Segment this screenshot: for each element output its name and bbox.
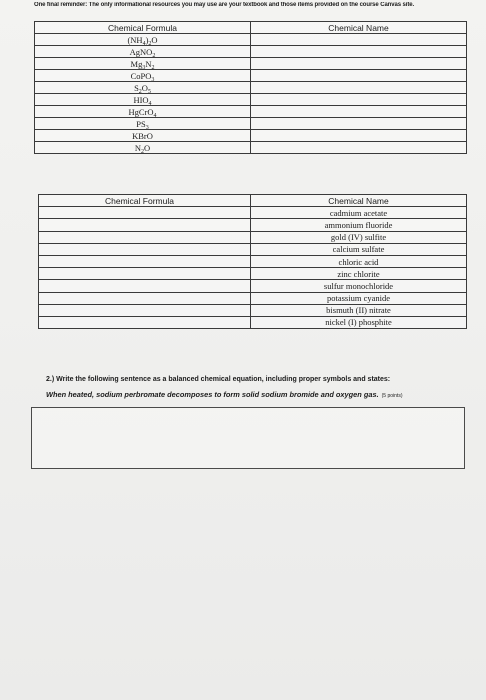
table-row: [35, 70, 467, 82]
formula-symbol: O: [144, 142, 151, 153]
formula-cell: [35, 106, 251, 118]
formula-subscript: 2: [141, 148, 144, 154]
formula-symbol: (NH: [127, 34, 143, 45]
question-2-sentence-text: When heated, sodium perbromate decomposes to form solid sodium bromide and oxygen gas.: [46, 390, 379, 399]
formula-answer-cell[interactable]: [39, 280, 251, 292]
formula-cell: [35, 46, 251, 58]
name-answer-cell[interactable]: [251, 94, 467, 106]
name-answer-cell[interactable]: [251, 70, 467, 82]
table-header-row: [35, 22, 467, 34]
table-row: [39, 316, 467, 328]
table-row: [39, 207, 467, 219]
formula-answer-cell[interactable]: [39, 304, 251, 316]
formula-cell: [35, 58, 251, 70]
question-2-prompt: 2.) Write the following sentence as a balanced chemical equation, including proper symbols and states:: [46, 376, 391, 383]
chemical-name-cell: chloric acid: [251, 255, 467, 267]
name-answer-cell[interactable]: [251, 34, 467, 46]
chemical-name-cell: sulfur monochloride: [251, 280, 467, 292]
formula-answer-cell[interactable]: [39, 219, 251, 231]
chemical-name-cell: potassium cyanide: [251, 292, 467, 304]
formula-subscript: 2: [151, 64, 155, 70]
name-answer-cell[interactable]: [251, 46, 467, 58]
formula-subscript: 2: [152, 52, 156, 58]
chemical-name-cell: cadmium acetate: [251, 207, 467, 219]
formula-subscript: 5: [147, 88, 151, 94]
formula-symbol: S: [134, 82, 139, 93]
formula-symbol: AgNO: [129, 46, 153, 57]
name-answer-cell[interactable]: [251, 130, 467, 142]
table-row: [35, 58, 467, 70]
formula-answer-cell[interactable]: [39, 255, 251, 267]
formula-subscript: 3: [151, 76, 155, 82]
formula-subscript: 4: [153, 112, 157, 118]
formula-symbol: N: [145, 58, 152, 69]
formula-symbol: PS: [136, 118, 146, 129]
chemical-name-cell: ammonium fluoride: [251, 219, 467, 231]
name-answer-cell[interactable]: [251, 82, 467, 94]
formula-symbol: O: [151, 34, 158, 45]
formula-answer-cell[interactable]: [39, 231, 251, 243]
name-answer-cell[interactable]: [251, 142, 467, 154]
table-row: [35, 46, 467, 58]
table-row: [39, 219, 467, 231]
formula-cell: [35, 142, 251, 154]
formula-cell: [35, 130, 251, 142]
table-row: [35, 130, 467, 142]
formula-subscript: 4: [142, 40, 146, 46]
table-row: [39, 280, 467, 292]
table-header-row: [39, 195, 467, 207]
formula-symbol: CoPO: [130, 70, 152, 81]
table-row: [35, 82, 467, 94]
formula-subscript: 3: [142, 64, 146, 70]
formula-answer-cell[interactable]: [39, 316, 251, 328]
answer-box[interactable]: [31, 407, 465, 469]
table-row: [39, 231, 467, 243]
name-answer-cell[interactable]: [251, 58, 467, 70]
formula-answer-cell[interactable]: [39, 207, 251, 219]
final-reminder: One final reminder: The only informational resources you may use are your textbook and those items provided on the course Canvas site.: [34, 2, 415, 8]
table-row: [39, 243, 467, 255]
formula-cell: [35, 82, 251, 94]
formula-subscript: 4: [148, 100, 152, 106]
column-header: Chemical Formula: [39, 195, 251, 207]
question-2-sentence: [46, 390, 402, 399]
name-answer-cell[interactable]: [251, 118, 467, 130]
formula-to-name-table: [34, 21, 467, 154]
formula-cell: [35, 70, 251, 82]
formula-cell: [35, 118, 251, 130]
formula-symbol: O: [141, 82, 148, 93]
column-header: Chemical Name: [251, 22, 467, 34]
chemical-name-cell: calcium sulfate: [251, 243, 467, 255]
table-row: [35, 118, 467, 130]
table-row: [35, 106, 467, 118]
table-row: [39, 292, 467, 304]
question-2-points: (5 points): [381, 393, 403, 399]
formula-symbol: Mg: [130, 58, 143, 69]
column-header: Chemical Name: [251, 195, 467, 207]
formula-subscript: 2: [148, 40, 152, 46]
formula-cell: [35, 94, 251, 106]
name-answer-cell[interactable]: [251, 106, 467, 118]
formula-subscript: 3: [145, 124, 149, 130]
name-to-formula-table: [38, 194, 467, 329]
table-row: [39, 255, 467, 267]
table-row: [39, 268, 467, 280]
formula-symbol: HgCrO: [128, 106, 154, 117]
table-row: [35, 34, 467, 46]
chemical-name-cell: zinc chlorite: [251, 268, 467, 280]
table-row: [35, 94, 467, 106]
formula-symbol: ): [145, 34, 149, 45]
table-row: [35, 142, 467, 154]
chemical-name-cell: bismuth (II) nitrate: [251, 304, 467, 316]
formula-symbol: HIO: [133, 94, 149, 105]
formula-answer-cell[interactable]: [39, 243, 251, 255]
chemical-name-cell: nickel (I) phosphite: [251, 316, 467, 328]
chemical-name-cell: gold (IV) sulfite: [251, 231, 467, 243]
formula-answer-cell[interactable]: [39, 268, 251, 280]
formula-cell: [35, 34, 251, 46]
formula-subscript: 2: [138, 88, 142, 94]
table-row: [39, 304, 467, 316]
formula-symbol: N: [134, 142, 141, 153]
formula-answer-cell[interactable]: [39, 292, 251, 304]
column-header: Chemical Formula: [35, 22, 251, 34]
formula-symbol: KBrO: [132, 130, 153, 141]
